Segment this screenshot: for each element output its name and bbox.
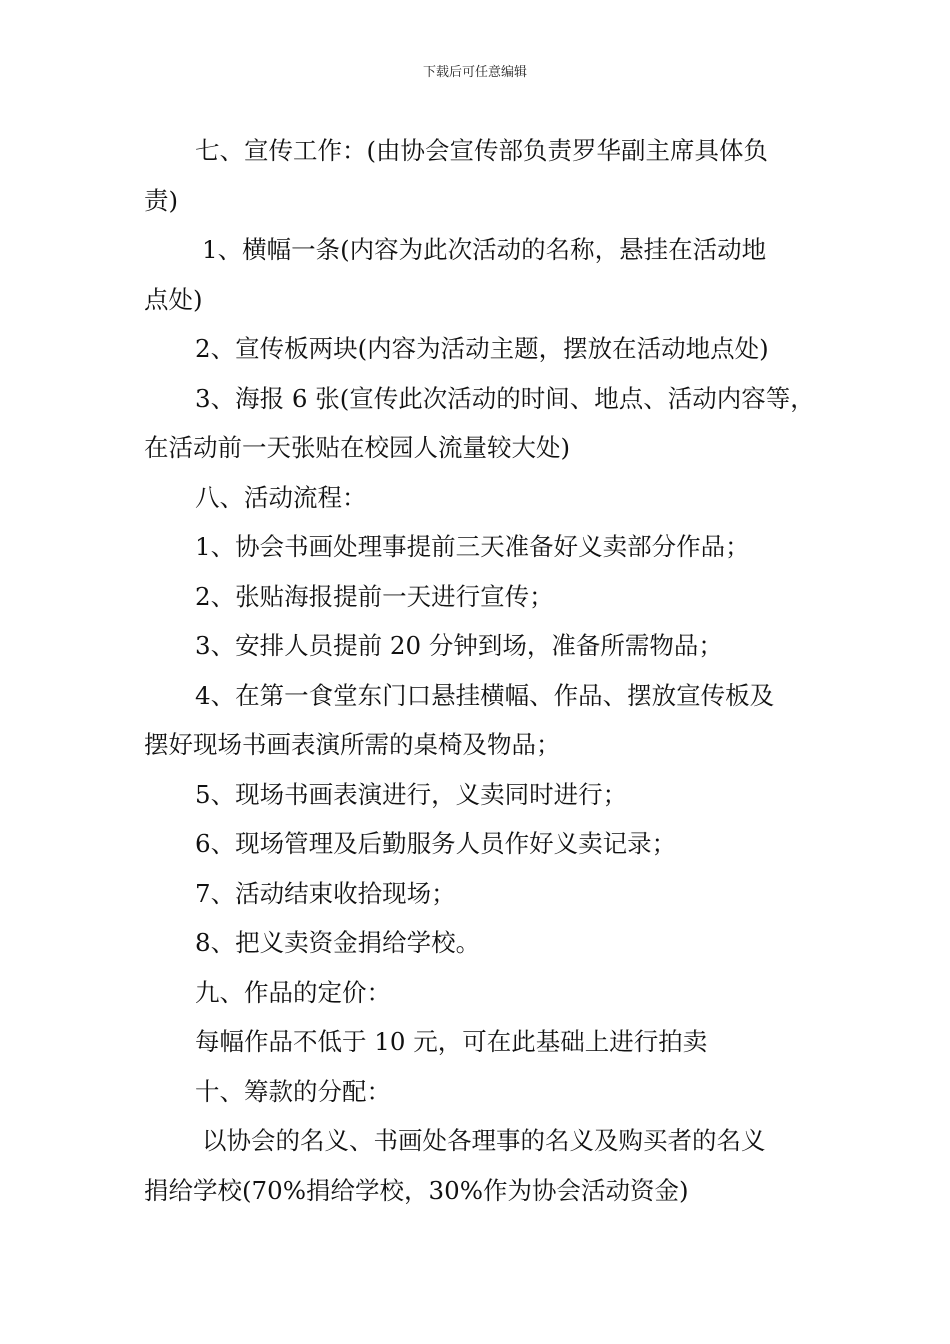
line: 点处): [144, 284, 203, 314]
allocation-text: [144, 1116, 814, 1215]
list-item: 3、安排人员提前 20 分钟到场，准备所需物品；: [195, 631, 723, 660]
page-header-note: 下载后可任意编辑: [422, 65, 527, 80]
line: 责): [144, 185, 179, 215]
section-8-heading: 八、活动流程：: [195, 482, 367, 512]
list-item: 5、现场书画表演进行，义卖同时进行；: [195, 779, 628, 809]
section-10-heading: 十、筹款的分配：: [195, 1076, 391, 1106]
line: 4、在第一食堂东门口悬挂横幅、作品、摆放宣传板及: [195, 680, 775, 710]
line: 摆好现场书画表演所需的桌椅及物品；: [144, 730, 561, 759]
section-7-heading: [144, 126, 814, 225]
list-item: 8、把义卖资金捐给学校。: [195, 928, 481, 957]
list-item: 7、活动结束收拾现场；: [195, 878, 456, 908]
list-item: [144, 225, 814, 324]
list-item: 1、协会书画处理事提前三天准备好义卖部分作品；: [195, 532, 750, 561]
pricing-text: 每幅作品不低于 10 元，可在此基础上进行拍卖: [195, 1027, 708, 1056]
list-item: [144, 374, 814, 473]
section-9-heading: 九、作品的定价：: [195, 977, 391, 1007]
list-item: 6、现场管理及后勤服务人员作好义卖记录；: [195, 829, 677, 858]
document-body: [144, 126, 814, 1215]
line: 以协会的名义、书画处各理事的名义及购买者的名义: [202, 1126, 766, 1155]
line: 捐给学校(70%捐给学校，30%作为协会活动资金): [144, 1175, 689, 1205]
list-item: 2、张贴海报提前一天进行宣传；: [195, 581, 554, 611]
line: 在活动前一天张贴在校园人流量较大处): [144, 433, 571, 462]
line: 七、宣传工作：(由协会宣传部负责罗华副主席具体负: [195, 136, 769, 165]
list-item: 2、宣传板两块(内容为活动主题，摆放在活动地点处): [195, 334, 769, 363]
line: 3、海报 6 张(宣传此次活动的时间、地点、活动内容等，: [195, 383, 815, 413]
list-item: [144, 671, 814, 770]
line: 1、横幅一条(内容为此次活动的名称，悬挂在活动地: [202, 235, 767, 264]
